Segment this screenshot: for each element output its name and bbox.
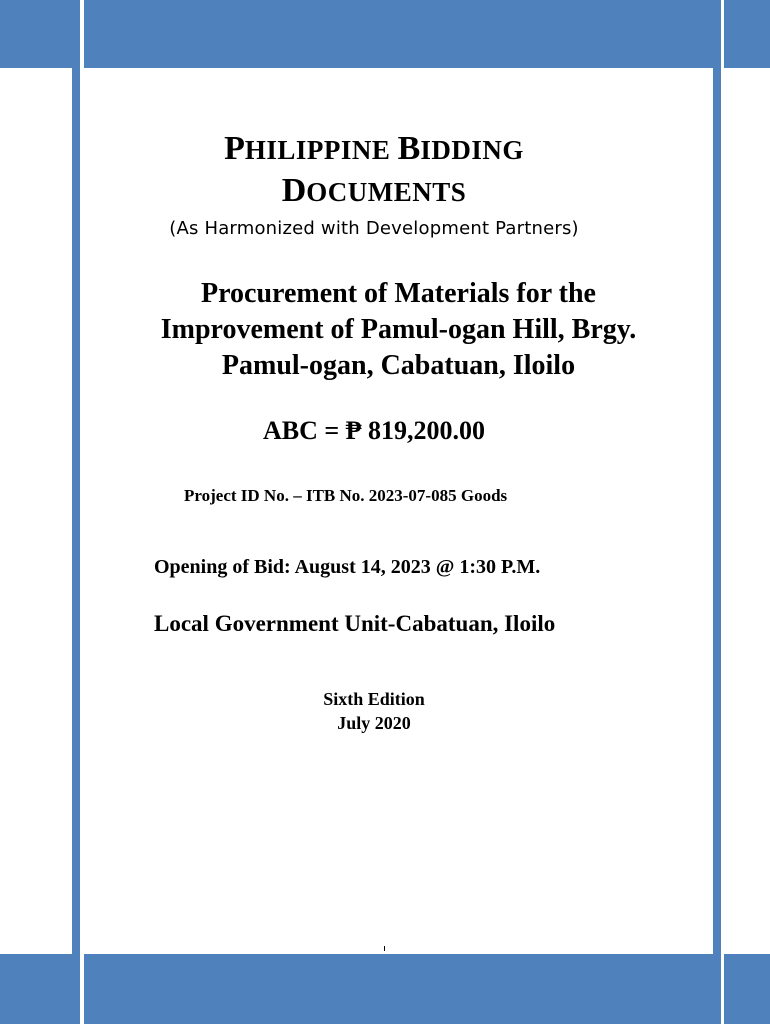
edition-date: July 2020 xyxy=(337,713,411,733)
document-title-line-2 xyxy=(84,166,664,222)
title-word-bidding: IDDING xyxy=(420,135,524,165)
title-word-documents: OCUMENTS xyxy=(306,177,467,207)
edition-block xyxy=(84,687,664,735)
project-title-line: Pamul-ogan, Cabatuan, Iloilo xyxy=(221,350,576,381)
project-title xyxy=(84,276,713,384)
edition-label: Sixth Edition xyxy=(323,689,425,709)
title-initial-d: D xyxy=(281,172,307,209)
procuring-entity: Local Government Unit-Cabatuan, Iloilo xyxy=(154,611,556,636)
project-id: Project ID No. – ITB No. 2023-07-085 Goods xyxy=(184,486,508,505)
title-word-philippine: HILIPPINE xyxy=(244,135,398,165)
approved-budget: ABC = ₱ 819,200.00 xyxy=(262,416,486,445)
title-initial-b: B xyxy=(397,130,421,167)
top-border-band xyxy=(0,0,770,68)
cover-content xyxy=(84,68,713,954)
right-border-gap xyxy=(721,0,724,1024)
project-title-line: Improvement of Pamul-ogan Hill, Brgy. xyxy=(160,314,637,345)
document-subtitle: (As Harmonized with Development Partners) xyxy=(169,218,579,239)
title-initial-p: P xyxy=(224,130,245,167)
bottom-border-band xyxy=(0,954,770,1024)
left-border-line xyxy=(72,0,80,1024)
right-border-line xyxy=(713,0,721,1024)
bid-opening: Opening of Bid: August 14, 2023 @ 1:30 P.M. xyxy=(154,556,541,578)
page-number-mark xyxy=(384,946,385,951)
project-title-line: Procurement of Materials for the xyxy=(201,278,596,309)
